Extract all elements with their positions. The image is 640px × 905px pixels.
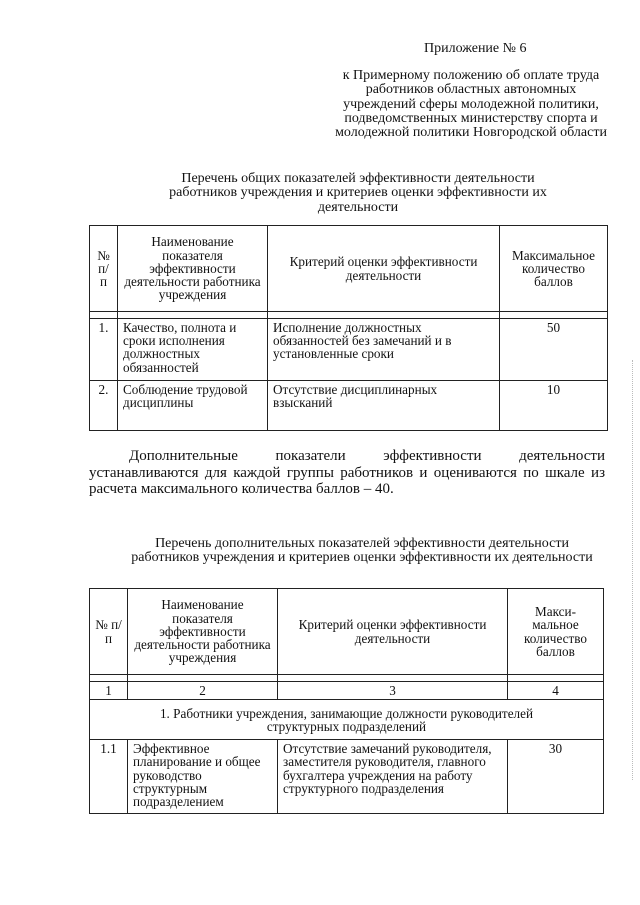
column-header-criterion: Критерий оценки эффективности деятельности [268,226,500,312]
paragraph-word: деятельности [519,448,605,464]
row-indicator: Эффективное планирование и общее руководство структурным подразделением [128,740,278,814]
paragraph-first-line [89,448,605,465]
column-header-max: Максимальное количество баллов [500,226,608,312]
row-number: 1. [90,319,118,381]
group-heading: 1. Работники учреждения, занимающие должности руководителей структурных подразделений [90,700,604,740]
column-number: 1 [90,682,128,700]
table-row [90,319,608,381]
paragraph-word: эффективности [383,448,482,464]
row-points: 50 [500,319,608,381]
column-header-indicator: Наименование показателя эффективности деятельности работника учреждения [128,589,278,675]
spacer-row [90,675,604,682]
row-indicator: Качество, полнота и сроки исполнения должностных обязанностей [118,319,268,381]
row-criterion: Отсутствие замечаний руководителя, заместителя руководителя, главного бухгалтера учреждения на работу структурного подразделения [278,740,508,814]
row-points: 30 [508,740,604,814]
column-number: 4 [508,682,604,700]
general-indicators-table [89,225,608,431]
table-row [90,740,604,814]
column-number-row [90,682,604,700]
section1-title: Перечень общих показателей эффективности деятельности работников учреждения и критериев оценки эффективности их деятельности [169,171,547,215]
row-points: 10 [500,381,608,431]
appendix-title: Приложение № 6 [424,41,527,56]
group-heading-row [90,700,604,740]
column-number: 3 [278,682,508,700]
paragraph-word: Дополнительные [129,448,238,464]
column-header-max: Макси-мальное количество баллов [508,589,604,675]
table-row [90,381,608,431]
row-number: 1.1 [90,740,128,814]
paragraph-body: устанавливаются для каждой группы работников и оцениваются по шкале из расчета максимального количества баллов – 40. [89,464,605,497]
column-number: 2 [128,682,278,700]
row-indicator: Соблюдение трудовой дисциплины [118,381,268,431]
additional-indicators-table [89,588,604,814]
column-header-criterion: Критерий оценки эффективности деятельности [278,589,508,675]
paragraph-word: показатели [275,448,346,464]
spacer-row [90,312,608,319]
table-header-row [90,589,604,675]
section2-title: Перечень дополнительных показателей эффективности деятельности работников учреждения и критериев оценки эффективности их деятельности [131,536,593,566]
row-criterion: Отсутствие дисциплинарных взысканий [268,381,500,431]
column-header-num: № п/п [90,589,128,675]
appendix-reference: к Примерному положению об оплате труда работников областных автономных учреждений сферы молодежной политики, подведомственных министерству спорта и молодежной политики Новгородской области [335,68,607,141]
scan-edge-mark [632,360,637,780]
row-criterion: Исполнение должностных обязанностей без замечаний и в установленные сроки [268,319,500,381]
row-number: 2. [90,381,118,431]
column-header-num: № п/п [90,226,118,312]
additional-indicators-paragraph [89,448,605,498]
column-header-indicator: Наименование показателя эффективности деятельности работника учреждения [118,226,268,312]
table-header-row [90,226,608,312]
